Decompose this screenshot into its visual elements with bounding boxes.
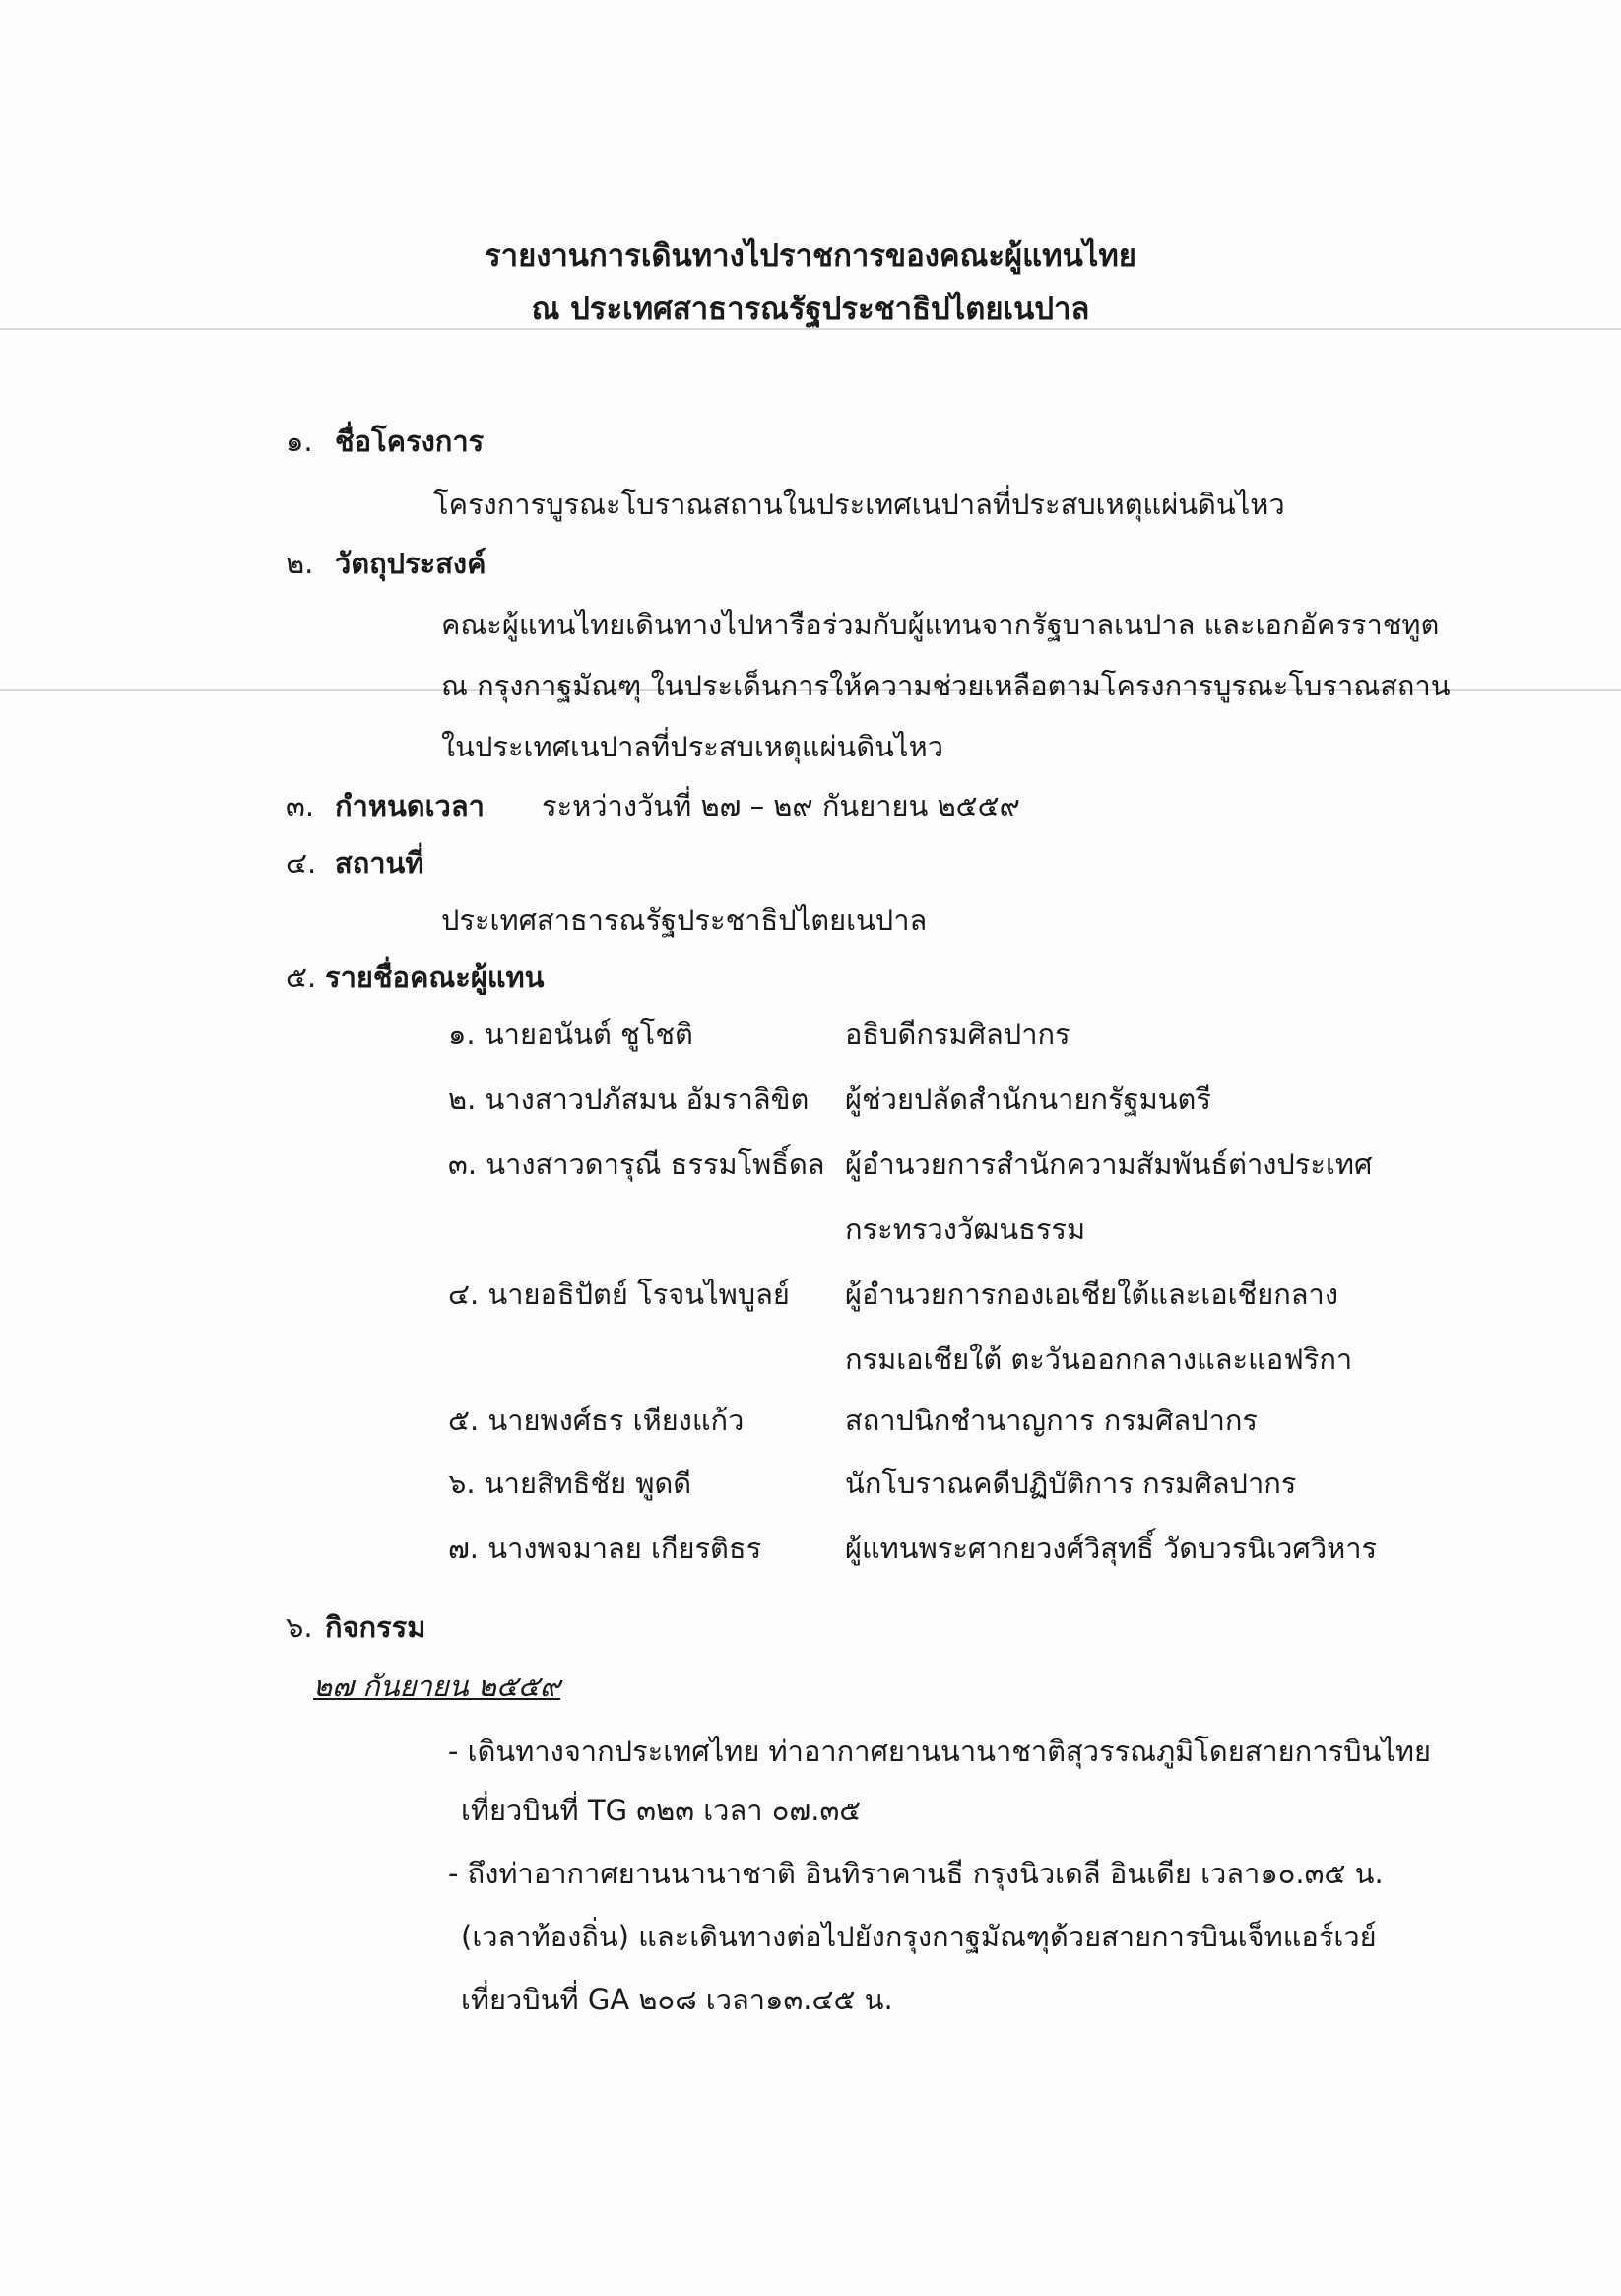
member-6-name: ๖. นายสิทธิชัย พูดดี: [448, 1467, 692, 1500]
document-title-line-1: รายงานการเดินทางไปราชการของคณะผู้แทนไทย: [485, 238, 1136, 274]
section-1-heading: ชื่อโครงการ: [335, 425, 485, 458]
section-4-number: ๔.: [286, 846, 317, 880]
section-2-heading: วัตถุประสงค์: [335, 547, 486, 580]
section-1-number: ๑.: [286, 425, 313, 458]
section-2-body-line-1: คณะผู้แทนไทยเดินทางไปหารือร่วมกับผู้แทนจากรัฐบาลเนปาล และเอกอัครราชทูต: [441, 608, 1440, 641]
activity-date-heading: ๒๗ กันยายน ๒๕๕๙: [313, 1670, 561, 1703]
member-1-name: ๑. นายอนันต์ ชูโชติ: [448, 1017, 693, 1051]
activity-2-line-3: เที่ยวบินที่ GA ๒๐๘ เวลา๑๓.๔๕ น.: [461, 1983, 893, 2016]
member-1-role: อธิบดีกรมศิลปากร: [845, 1017, 1070, 1051]
section-3-heading: กำหนดเวลา: [335, 789, 485, 822]
member-5-role: สถาปนิกชำนาญการ กรมศิลปากร: [845, 1404, 1259, 1437]
section-2-number: ๒.: [286, 547, 314, 580]
section-4-body: ประเทศสาธารณรัฐประชาธิปไตยเนปาล: [441, 903, 928, 937]
section-2-body-line-3: ในประเทศเนปาลที่ประสบเหตุแผ่นดินไหว: [441, 730, 943, 763]
member-4-role-line-1: ผู้อำนวยการกองเอเชียใต้และเอเชียกลาง: [845, 1278, 1338, 1311]
member-3-role-line-1: ผู้อำนวยการสำนักความสัมพันธ์ต่างประเทศ: [845, 1148, 1373, 1181]
activity-1-line-1: - เดินทางจากประเทศไทย ท่าอากาศยานนานาชาติสุวรรณภูมิโดยสายการบินไทย: [448, 1735, 1432, 1768]
activity-1-line-2: เที่ยวบินที่ TG ๓๒๓ เวลา ๐๗.๓๕: [461, 1794, 862, 1827]
section-2-body-line-2: ณ กรุงกาฐมัณฑุ ในประเด็นการให้ความช่วยเหลือตามโครงการบูรณะโบราณสถาน: [441, 669, 1451, 702]
section-6-heading: กิจกรรม: [325, 1610, 426, 1644]
member-7-role: ผู้แทนพระศากยวงศ์วิสุทธิ์ วัดบวรนิเวศวิหาร: [845, 1532, 1378, 1565]
section-4-heading: สถานที่: [335, 846, 424, 880]
section-5-number: ๕.: [286, 960, 317, 994]
member-4-name: ๔. นายอธิปัตย์ โรจนไพบูลย์: [448, 1278, 790, 1311]
section-3-body: ระหว่างวันที่ ๒๗ – ๒๙ กันยายน ๒๕๕๙: [542, 789, 1020, 822]
member-7-name: ๗. นางพจมาลย เกียรติธร: [448, 1532, 762, 1565]
member-2-role: ผู้ช่วยปลัดสำนักนายกรัฐมนตรี: [845, 1082, 1211, 1116]
member-5-name: ๕. นายพงศ์ธร เหียงแก้ว: [448, 1404, 745, 1437]
activity-2-line-1: - ถึงท่าอากาศยานนานาชาติ อินทิราคานธี กรุงนิวเดลี อินเดีย เวลา๑๐.๓๕ น.: [448, 1857, 1384, 1890]
section-6-number: ๖.: [286, 1610, 313, 1644]
section-1-body: โครงการบูรณะโบราณสถานในประเทศเนปาลที่ประสบเหตุแผ่นดินไหว: [433, 488, 1285, 521]
activity-2-line-2: (เวลาท้องถิ่น) และเดินทางต่อไปยังกรุงกาฐมัณฑุด้วยสายการบินเจ็ทแอร์เวย์: [461, 1920, 1377, 1953]
document-title-line-2: ณ ประเทศสาธารณรัฐประชาธิปไตยเนปาล: [531, 292, 1090, 327]
member-6-role: นักโบราณคดีปฏิบัติการ กรมศิลปากร: [845, 1467, 1297, 1500]
member-4-role-line-2: กรมเอเชียใต้ ตะวันออกกลางและแอฟริกา: [845, 1343, 1353, 1376]
member-2-name: ๒. นางสาวปภัสมน อัมราลิขิต: [448, 1082, 810, 1116]
section-5-heading: รายชื่อคณะผู้แทน: [325, 960, 545, 994]
member-3-role-line-2: กระทรวงวัฒนธรรม: [845, 1213, 1086, 1246]
section-3-number: ๓.: [286, 789, 315, 822]
member-3-name: ๓. นางสาวดารุณี ธรรมโพธิ์ดล: [448, 1148, 825, 1181]
